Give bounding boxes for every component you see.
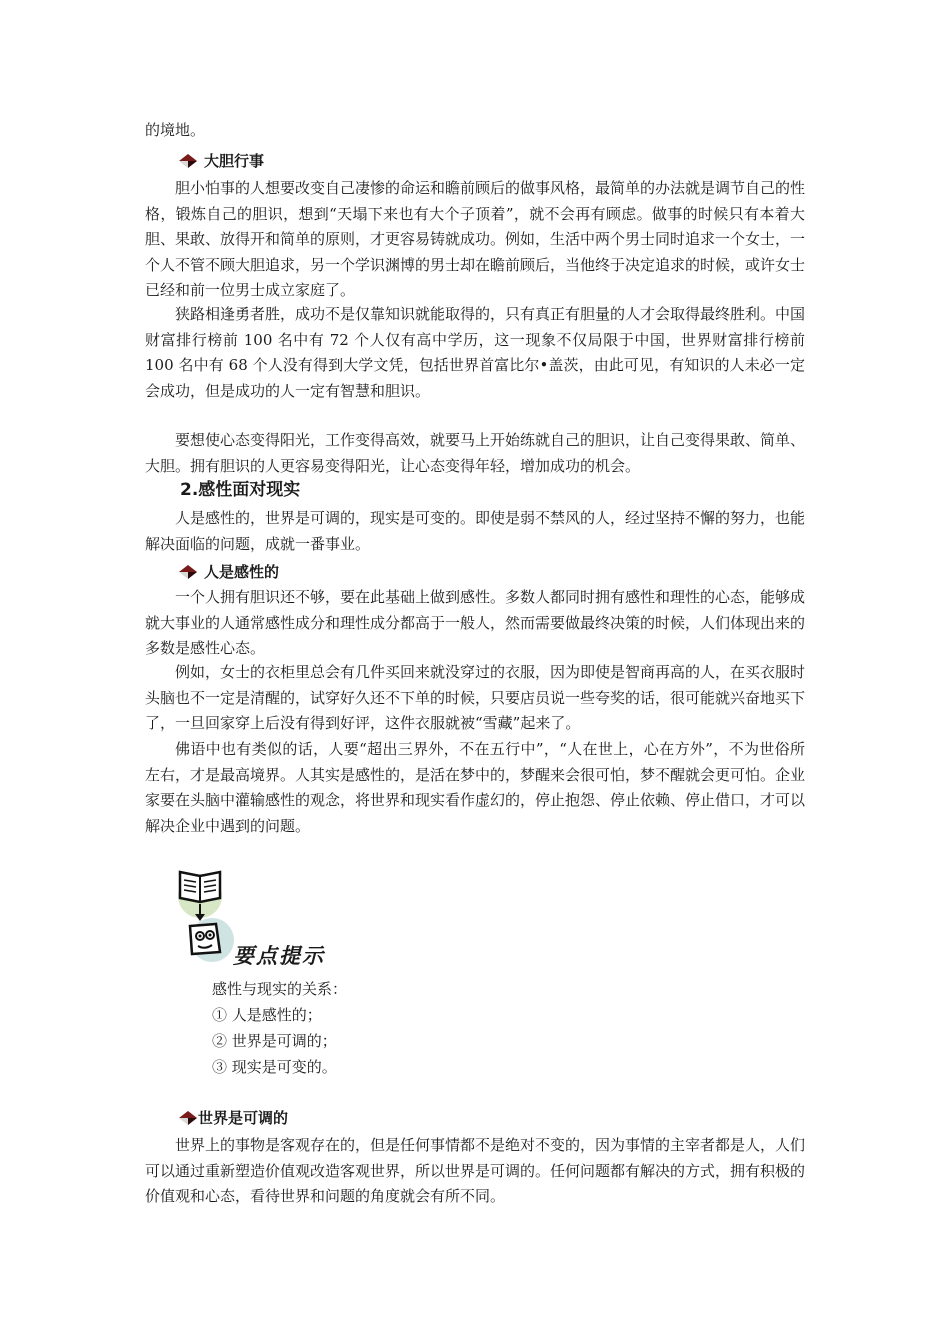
key-point-item: ③ 现实是可变的。 [212, 1058, 337, 1076]
paragraph: 世界上的事物是客观存在的，但是任何事情都不是绝对不变的，因为事情的主宰者都是人，人们可以通过重新塑造价值观改造客观世界，所以世界是可调的。任何问题都有解决的方式，拥有积极的价值观和心态，看待世界和问题的角度就会有所不同。 [145, 1136, 806, 1205]
subheading-bold-action [178, 150, 264, 172]
paragraph: 佛语中也有类似的话，人要“超出三界外，不在五行中”，“人在世上，心在方外”，不为世俗所左右，才是最高境界。人其实是感性的，是活在梦中的，梦醒来会很可怕，梦不醒就会更可怕。企业家要在头脑中灌输感性的观念，将世界和现实看作虚幻的，停止抱怨、停止依赖、停止借口，才可以解决企业中遇到的问题。 [145, 740, 806, 835]
paragraph: 例如，女士的衣柜里总会有几件买回来就没穿过的衣服，因为即使是智商再高的人，在买衣服时头脑也不一定是清醒的，试穿好久还不下单的时候，只要店员说一些夸奖的话，很可能就兴奋地买下了，一旦回家穿上后没有得到好评，这件衣服就被“雪藏”起来了。 [145, 663, 806, 732]
paragraph-continuation: 的境地。 [145, 121, 206, 139]
section-title: 2.感性面对现实 [180, 480, 301, 500]
key-points-intro: 感性与现实的关系： [212, 980, 348, 998]
key-point-item: ① 人是感性的； [212, 1006, 322, 1024]
diamond-bullet-icon [178, 1110, 198, 1126]
subheading-text: 世界是可调的 [198, 1109, 289, 1127]
key-point-item: ② 世界是可调的； [212, 1032, 337, 1050]
paragraph: 狭路相逢勇者胜，成功不是仅靠知识就能取得的，只有真正有胆量的人才会取得最终胜利。中国财富排行榜前 100 名中有 72 个人仅有高中学历，这一现象不仅局限于中国，世界财富排行榜前 100 名中有 68 个人没有得到大学文凭，包括世界首富比尔•盖茨，由此可见，有知识的人未必一定会成功，但是成功的人一定有智慧和胆识。 [145, 305, 806, 400]
paragraph: 人是感性的，世界是可调的，现实是可变的。即使是弱不禁风的人，经过坚持不懈的努力，也能解决面临的问题，成就一番事业。 [145, 509, 806, 553]
subheading-human-emotional [178, 561, 279, 583]
subheading-world-adjustable [178, 1107, 288, 1129]
book-reader-icon [176, 866, 240, 966]
paragraph: 要想使心态变得阳光，工作变得高效，就要马上开始练就自己的胆识，让自己变得果敢、简单、大胆。拥有胆识的人更容易变得阳光，让心态变得年轻，增加成功的机会。 [145, 431, 806, 475]
key-points-list [212, 976, 347, 1080]
key-points-title: 要点提示 [233, 943, 325, 968]
paragraph: 一个人拥有胆识还不够，要在此基础上做到感性。多数人都同时拥有感性和理性的心态，能够成就大事业的人通常感性成分和理性成分都高于一般人，然而需要做最终决策的时候，人们体现出来的多数是感性心态。 [145, 588, 806, 657]
diamond-bullet-icon [178, 564, 198, 580]
diamond-bullet-icon [178, 153, 198, 169]
subheading-text: 大胆行事 [204, 152, 265, 170]
subheading-text: 人是感性的 [204, 563, 280, 581]
paragraph: 胆小怕事的人想要改变自己凄惨的命运和瞻前顾后的做事风格，最简单的办法就是调节自己的性格，锻炼自己的胆识，想到“天塌下来也有大个子顶着”，就不会再有顾虑。做事的时候只有本着大胆、果敢、放得开和简单的原则，才更容易铸就成功。例如，生活中两个男士同时追求一个女士，一个人不管不顾大胆追求，另一个学识渊博的男士却在瞻前顾后，当他终于决定追求的时候，或许女士已经和前一位男士成立家庭了。 [145, 179, 806, 299]
